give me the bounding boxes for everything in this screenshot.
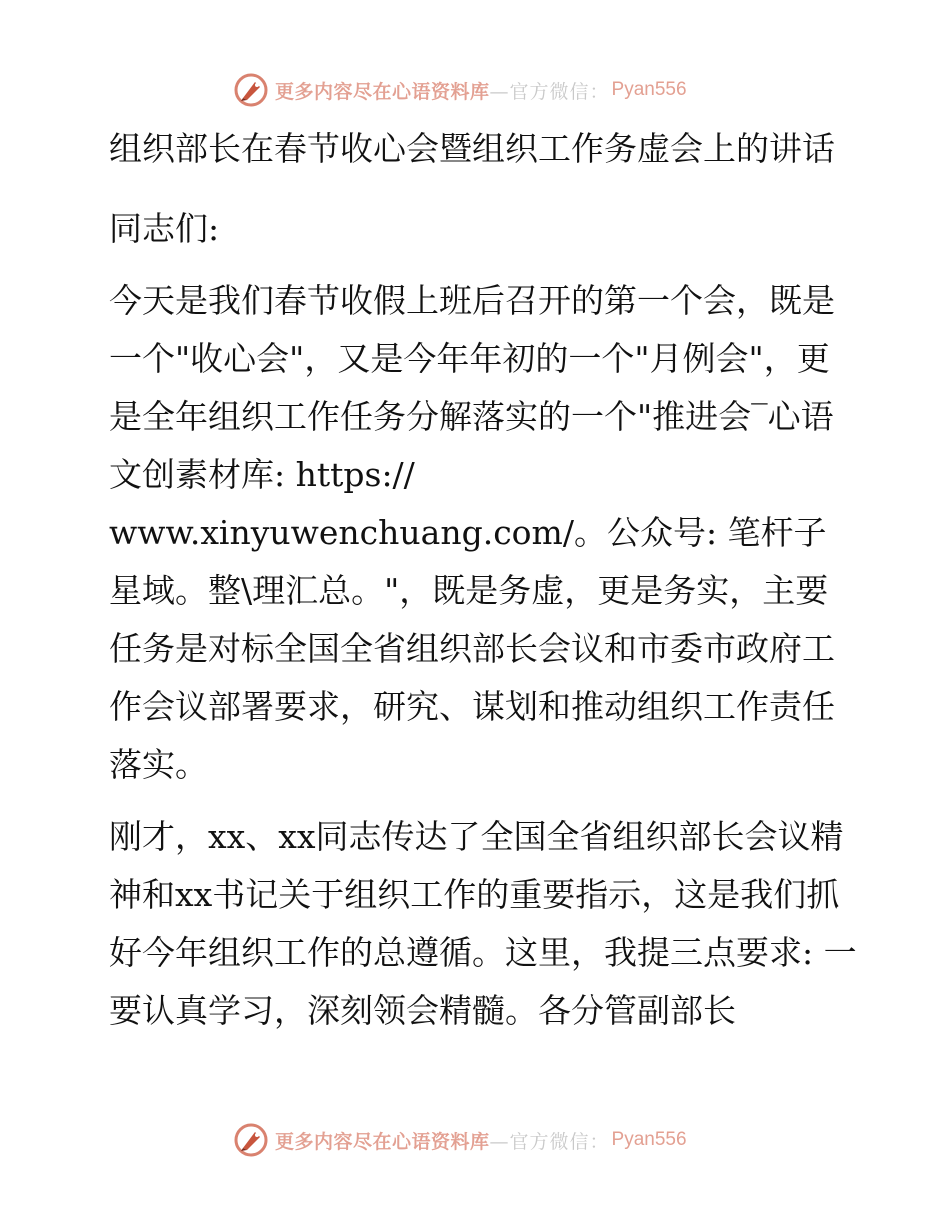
- paragraph-2: 刚才，xx、xx同志传达了全国全省组织部长会议精神和xx书记关于组织工作的重要指示，这是我们抓好今年组织工作的总遵循。这里，我提三点要求: 一要认真学习，深刻领会精髓。各分管副部长: [109, 817, 857, 1030]
- watermark-main-text: 更多内容尽在心语资料库: [275, 80, 490, 103]
- watermark-sub-text: —官方微信：: [489, 1130, 610, 1153]
- header-watermark: [233, 70, 687, 110]
- pen-nib-logo-icon: [233, 1122, 269, 1158]
- watermark-id-text: Pyan556: [611, 79, 687, 100]
- document-body: [97, 120, 857, 1054]
- paragraph-1: 今天是我们春节收假上班后召开的第一个会，既是一个"收心会"，又是今年年初的一个"月例会"，更是全年组织工作任务分解落实的一个"推进会‾心语文创素材库: https:// www.xinyuwenchuang.com/。公众号: 笔杆子星域。整\理汇总。"，既是务虚，更是务实，主要任务是对标全国全省组织部长会议和市委市政府工作会议部署要求，研究、谋划和推动组织工作责任落实。: [109, 281, 835, 784]
- document-title: 组织部长在春节收心会暨组织工作务虚会上的讲话: [109, 129, 835, 168]
- watermark-id-text: Pyan556: [611, 1129, 687, 1150]
- salutation: 同志们:: [109, 209, 220, 248]
- pen-nib-logo-icon: [233, 72, 269, 108]
- footer-watermark: [233, 1120, 687, 1160]
- watermark-main-text: 更多内容尽在心语资料库: [275, 1130, 490, 1153]
- watermark-sub-text: —官方微信：: [489, 80, 610, 103]
